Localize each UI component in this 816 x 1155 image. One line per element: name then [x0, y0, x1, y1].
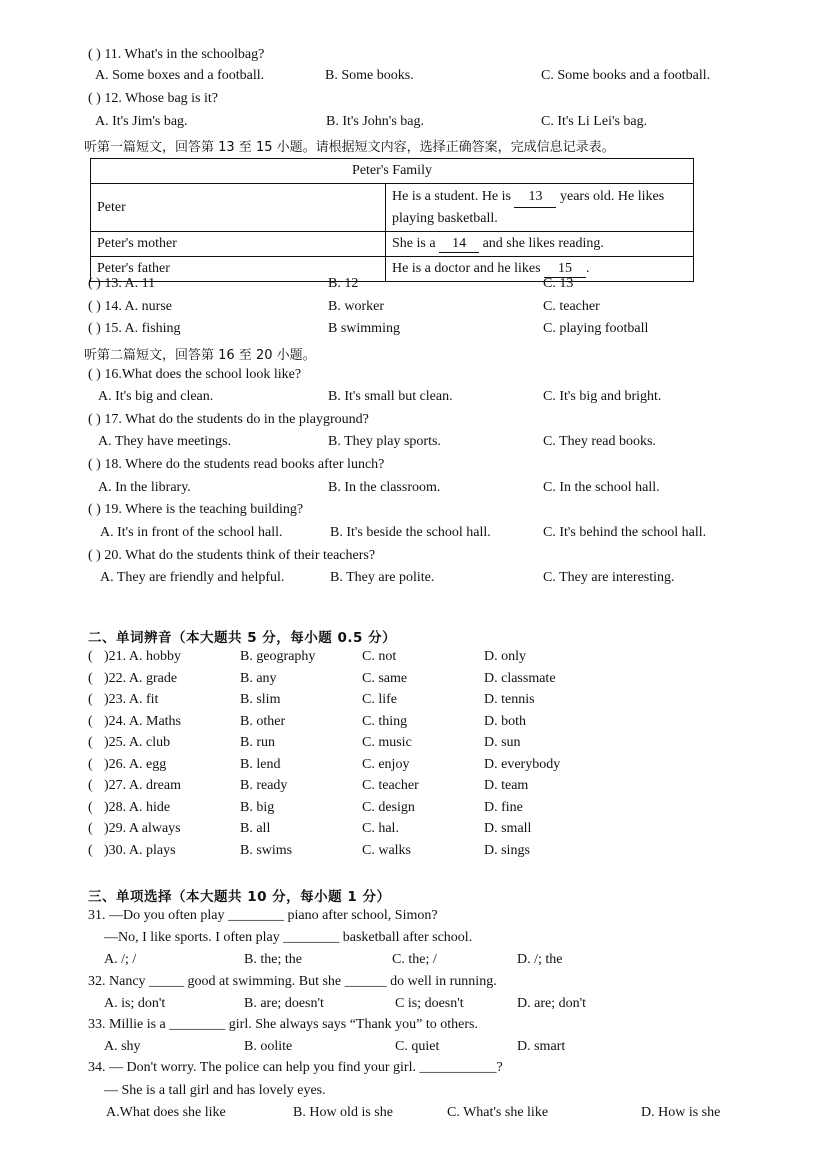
phonics-option-b: B. ready [240, 778, 288, 793]
phonics-option-c: C. thing [362, 713, 408, 729]
q14-option-c: C. teacher [543, 299, 600, 314]
phonics-option-b: B. big [240, 799, 275, 815]
answer-paren: ( [88, 821, 93, 836]
phonics-option-c: C. teacher [362, 778, 419, 793]
phonics-option-d: D. fine [484, 799, 523, 815]
phonics-option-c: C. same [362, 670, 408, 686]
question-15: ( ) 15. A. fishing [88, 321, 181, 336]
phonics-option-d: D. only [484, 649, 526, 664]
answer-paren: ( [88, 778, 93, 793]
blank-13: 13 [514, 186, 556, 208]
phonics-option-b: B. lend [240, 756, 281, 772]
question-14: ( ) 14. A. nurse [88, 299, 172, 314]
question-33: 33. Millie is a ________ girl. She always says “Thank you” to others. [88, 1017, 478, 1032]
answer-paren: ( [88, 842, 93, 858]
phonics-option-c: C. not [362, 649, 397, 664]
q34-option-d: D. How is she [641, 1105, 721, 1120]
question-13: ( ) 13. A. 11 [88, 276, 156, 291]
phonics-option-b: B. geography [240, 649, 316, 664]
phonics-option-b: B. slim [240, 692, 281, 707]
q33-option-c: C. quiet [395, 1039, 440, 1054]
q17-option-a: A. They have meetings. [98, 434, 232, 449]
answer-paren: ( [88, 670, 93, 686]
phonics-option-c: C. walks [362, 842, 411, 858]
q15-option-b: B swimming [328, 321, 400, 336]
blank-14: 14 [439, 236, 479, 253]
q16-option-b: B. It's small but clean. [328, 389, 453, 404]
question-12: ( ) 12. Whose bag is it? [88, 91, 218, 106]
phonics-option-d: D. small [484, 821, 532, 836]
q32-option-b: B. are; doesn't [244, 996, 324, 1011]
q11-option-c: C. Some books and a football. [541, 68, 711, 83]
phonics-question-29: )29. A always [104, 821, 181, 836]
phonics-option-d: D. everybody [484, 756, 561, 772]
phonics-option-c: C. music [362, 735, 412, 750]
q12-option-b: B. It's John's bag. [326, 114, 424, 129]
q17-option-b: B. They play sports. [328, 434, 441, 449]
phonics-option-b: B. run [240, 735, 275, 750]
q31-option-a: A. /; / [104, 952, 137, 967]
answer-paren: ( [88, 649, 93, 664]
q34-option-b: B. How old is she [293, 1105, 393, 1120]
phonics-option-c: C. enjoy [362, 756, 410, 772]
phonics-question-21: )21. A. hobby [104, 649, 181, 664]
phonics-question-26: )26. A. egg [104, 756, 167, 772]
phonics-question-22: )22. A. grade [104, 670, 178, 686]
phonics-option-d: D. both [484, 713, 526, 729]
q18-option-a: A. In the library. [98, 480, 191, 495]
info-text: She is a [392, 235, 436, 251]
phonics-question-28: )28. A. hide [104, 799, 171, 815]
table-row-father-person: Peter's father [91, 257, 386, 282]
q16-option-c: C. It's big and bright. [543, 389, 662, 404]
answer-paren: ( [88, 692, 93, 707]
q18-option-b: B. In the classroom. [328, 480, 441, 495]
info-text: . [586, 260, 590, 276]
answer-paren: ( [88, 735, 93, 750]
q20-option-c: C. They are interesting. [543, 570, 675, 585]
q32-option-c: C is; doesn't [395, 996, 464, 1011]
question-34: 34. — Don't worry. The police can help you find your girl. ___________? [88, 1060, 503, 1075]
q31-option-b: B. the; the [244, 952, 302, 967]
table-row-peter-person: Peter [91, 184, 386, 232]
q11-option-a: A. Some boxes and a football. [95, 68, 265, 83]
q33-option-d: D. smart [517, 1039, 566, 1054]
section-3-heading: 三、单项选择（本大题共 10 分，每小题 1 分） [88, 889, 391, 905]
answer-paren: ( [88, 756, 93, 772]
phonics-option-b: B. any [240, 670, 277, 686]
q34-option-c: C. What's she like [447, 1105, 549, 1120]
q31-option-c: C. the; / [392, 952, 437, 967]
peters-family-table [90, 158, 694, 282]
table-row-mother-person: Peter's mother [91, 232, 386, 257]
table-row-mother-info [386, 232, 694, 257]
q15-option-c: C. playing football [543, 321, 649, 336]
question-31: 31. —Do you often play ________ piano after school, Simon? [88, 908, 438, 923]
phonics-option-d: D. team [484, 778, 529, 793]
question-34-line2: — She is a tall girl and has lovely eyes. [104, 1083, 326, 1098]
phonics-option-c: C. hal. [362, 821, 399, 836]
question-19: ( ) 19. Where is the teaching building? [88, 502, 304, 517]
info-text: He is a doctor and he likes [392, 260, 541, 276]
question-32: 32. Nancy _____ good at swimming. But she ______ do well in running. [88, 974, 497, 989]
phonics-option-c: C. design [362, 799, 415, 815]
question-17: ( ) 17. What do the students do in the playground? [88, 412, 369, 427]
phonics-question-23: )23. A. fit [104, 692, 159, 707]
q12-option-a: A. It's Jim's bag. [95, 114, 188, 129]
q19-option-c: C. It's behind the school hall. [543, 525, 707, 540]
q33-option-b: B. oolite [244, 1039, 293, 1054]
q11-option-b: B. Some books. [325, 68, 414, 83]
blank-15: 15 [544, 261, 586, 278]
q14-option-b: B. worker [328, 299, 384, 314]
answer-paren: ( [88, 713, 93, 729]
phonics-question-27: )27. A. dream [104, 778, 181, 793]
passage1-instruction: 听第一篇短文，回答第 13 至 15 小题。请根据短文内容，选择正确答案，完成信息记录表。 [84, 140, 615, 155]
phonics-option-d: D. tennis [484, 692, 535, 707]
q16-option-a: A. It's big and clean. [98, 389, 214, 404]
phonics-option-b: B. all [240, 821, 271, 836]
phonics-option-b: B. other [240, 713, 286, 729]
info-text: and she likes reading. [482, 235, 604, 251]
q31-option-d: D. /; the [517, 952, 563, 967]
table-title: Peter's Family [91, 159, 694, 184]
q17-option-c: C. They read books. [543, 434, 656, 449]
q12-option-c: C. It's Li Lei's bag. [541, 114, 648, 129]
question-16: ( ) 16.What does the school look like? [88, 367, 302, 382]
q19-option-b: B. It's beside the school hall. [330, 525, 491, 540]
phonics-option-d: D. sun [484, 735, 521, 750]
q13-option-c: C. 13 [543, 276, 574, 291]
question-11: ( ) 11. What's in the schoolbag? [88, 47, 265, 62]
answer-paren: ( [88, 799, 93, 815]
info-text: He is a student. He is [392, 189, 511, 204]
phonics-option-b: B. swims [240, 842, 293, 858]
question-18: ( ) 18. Where do the students read books after lunch? [88, 457, 385, 472]
q34-option-a: A.What does she like [106, 1105, 226, 1120]
phonics-question-25: )25. A. club [104, 735, 171, 750]
q20-option-b: B. They are polite. [330, 570, 435, 585]
q32-option-a: A. is; don't [104, 996, 166, 1011]
q20-option-a: A. They are friendly and helpful. [100, 570, 285, 585]
phonics-question-24: )24. A. Maths [104, 713, 181, 729]
info-text: years old. He likes playing basketball. [392, 189, 665, 226]
table-row-father-info [386, 257, 694, 282]
passage2-instruction: 听第二篇短文，回答第 16 至 20 小题。 [84, 348, 316, 363]
q13-option-b: B. 12 [328, 276, 359, 291]
phonics-option-c: C. life [362, 692, 397, 707]
phonics-option-d: D. classmate [484, 670, 556, 686]
section-2-heading: 二、单词辨音（本大题共 5 分，每小题 0.5 分） [88, 630, 397, 646]
question-20: ( ) 20. What do the students think of their teachers? [88, 548, 376, 563]
phonics-question-30: )30. A. plays [104, 842, 176, 858]
q18-option-c: C. In the school hall. [543, 480, 660, 495]
q32-option-d: D. are; don't [517, 996, 587, 1011]
q19-option-a: A. It's in front of the school hall. [100, 525, 283, 540]
question-31-line2: —No, I like sports. I often play ________ basketball after school. [104, 930, 473, 945]
q33-option-a: A. shy [104, 1039, 141, 1054]
table-row-peter-info [386, 184, 694, 232]
phonics-option-d: D. sings [484, 842, 530, 858]
